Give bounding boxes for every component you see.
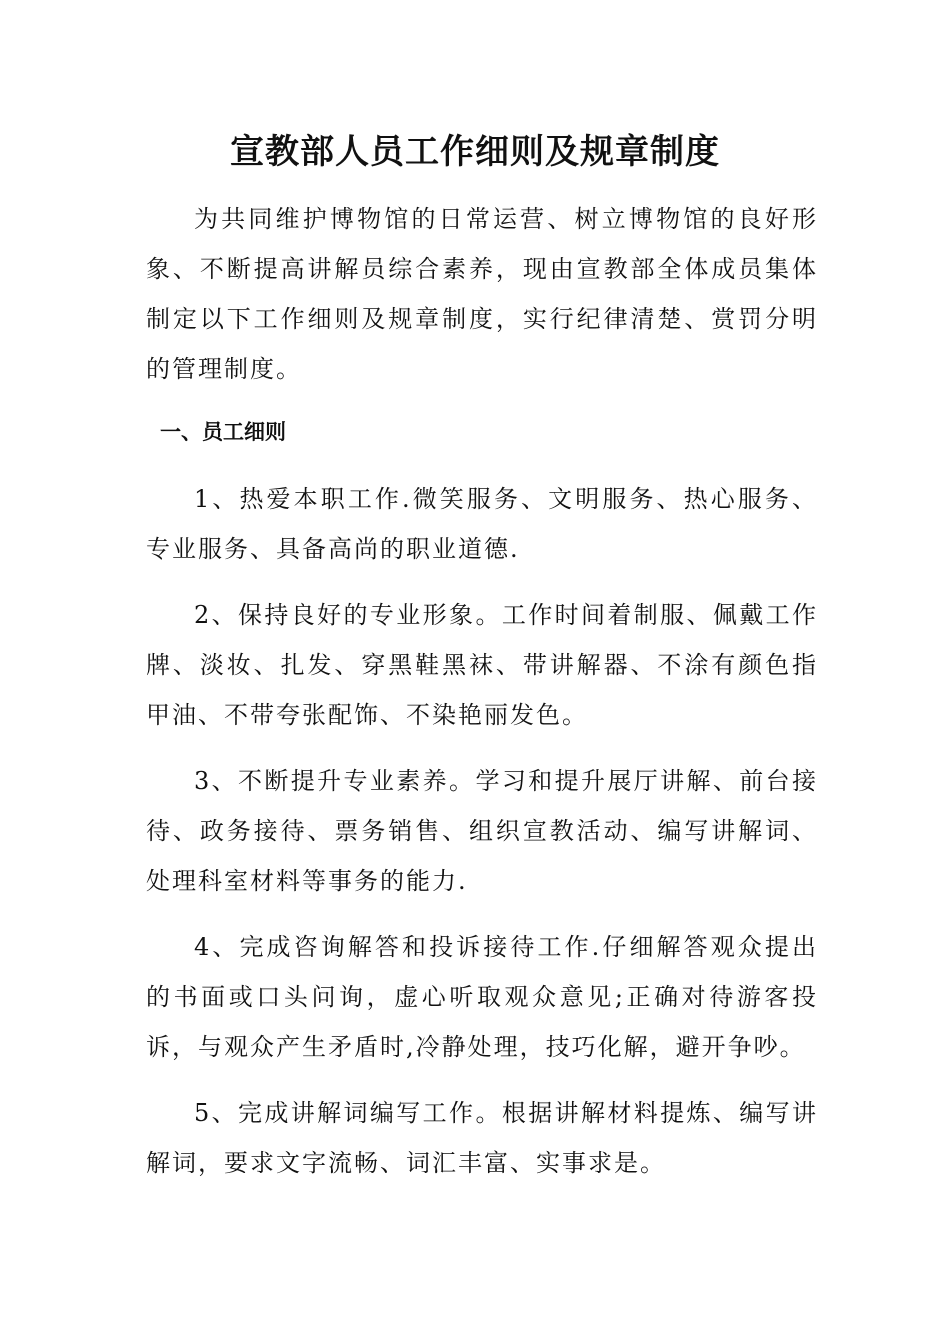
list-item: 1、热爱本职工作.微笑服务、文明服务、热心服务、专业服务、具备高尚的职业道德.	[146, 485, 818, 563]
intro-paragraph: 为共同维护博物馆的日常运营、树立博物馆的良好形象、不断提高讲解员综合素养，现由宣教部全体成员集体制定以下工作细则及规章制度，实行纪律清楚、赏罚分明的管理制度。	[146, 205, 818, 383]
list-item: 4、完成咨询解答和投诉接待工作.仔细解答观众提出的书面或口头问询，虚心听取观众意见;正确对待游客投诉，与观众产生矛盾时,冷静处理，技巧化解，避开争吵。	[146, 933, 818, 1061]
list-item: 5、完成讲解词编写工作。根据讲解材料提炼、编写讲解词，要求文字流畅、词汇丰富、实事求是。	[146, 1099, 818, 1177]
document-title: 宣教部人员工作细则及规章制度	[230, 132, 720, 172]
list-item: 3、不断提升专业素养。学习和提升展厅讲解、前台接待、政务接待、票务销售、组织宣教活动、编写讲解词、处理科室材料等事务的能力.	[146, 767, 818, 895]
list-item: 2、保持良好的专业形象。工作时间着制服、佩戴工作牌、淡妆、扎发、穿黑鞋黑袜、带讲解器、不涂有颜色指甲油、不带夸张配饰、不染艳丽发色。	[146, 601, 818, 729]
section-heading: 一、员工细则	[160, 420, 286, 444]
